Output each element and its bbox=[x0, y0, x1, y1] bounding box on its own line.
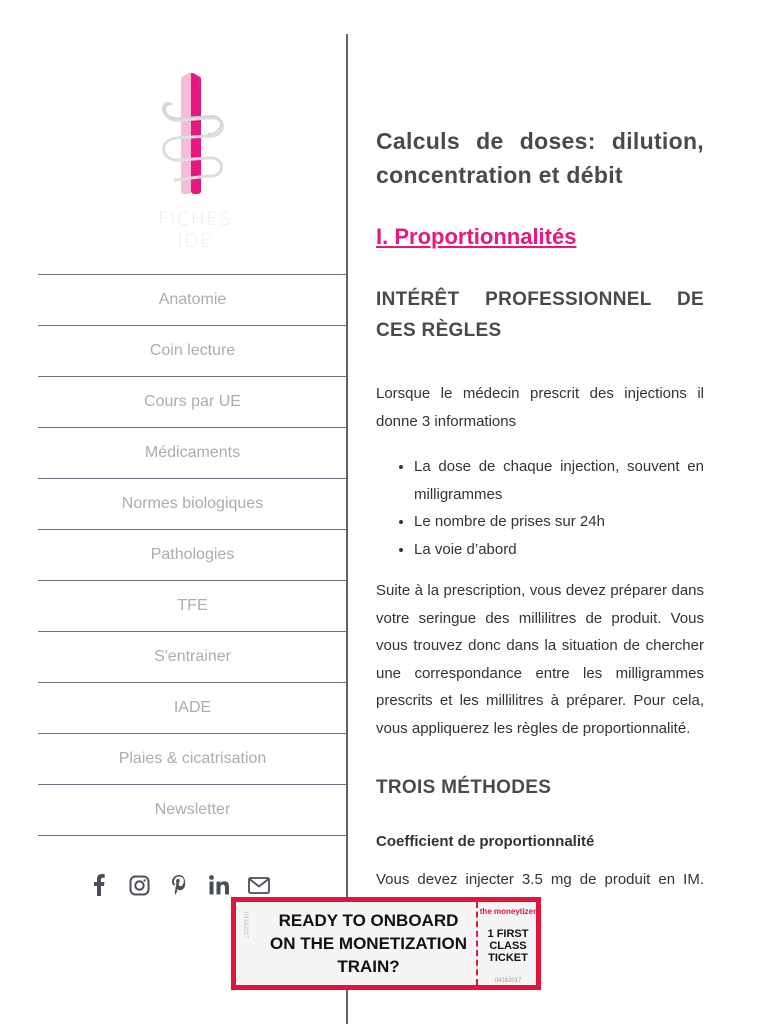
menu-item-sentrainer[interactable]: S'entrainer bbox=[38, 631, 347, 682]
menu-item-tfe[interactable]: TFE bbox=[38, 580, 347, 631]
menu-item-newsletter[interactable]: Newsletter bbox=[38, 784, 347, 836]
list-item: • La voie d’abord bbox=[414, 536, 704, 564]
site-logo[interactable] bbox=[140, 70, 250, 252]
caduceus-logo-icon bbox=[140, 70, 250, 200]
vertical-divider bbox=[346, 34, 348, 1024]
menu-item-plaies-cicatrisation[interactable]: Plaies & cicatrisation bbox=[38, 733, 347, 784]
prescription-paragraph: Suite à la prescription, vous devez préparer dans votre seringue des millilitres de produit. Vous vous trouvez donc dans la situation de chercher une correspondance entre les milligrammes prescrits et les millilitres à préparer. Pour cela, vous appliquerez les règles de proportionnalité. bbox=[376, 582, 704, 737]
ad-headline: READY TO ONBOARD ON THE MONETIZATION TRAIN? bbox=[269, 911, 468, 976]
menu-item-medicaments[interactable]: Médicaments bbox=[38, 427, 347, 478]
subheading-trois-methodes: TROIS MÉTHODES bbox=[376, 777, 552, 798]
info-list bbox=[376, 453, 704, 563]
list-item: • La dose de chaque injection, souvent en milligrammes bbox=[414, 453, 704, 508]
menu-item-iade[interactable]: IADE bbox=[38, 682, 347, 733]
menu-item-pathologies[interactable]: Pathologies bbox=[38, 529, 347, 580]
subheading-interet-professionnel: INTÉRÊT PROFESSIONNEL DE CES RÈGLES bbox=[376, 289, 704, 341]
social-links bbox=[88, 872, 270, 898]
ad-brand: the moneytizer bbox=[479, 907, 537, 916]
logo-text: FICHES IDE bbox=[157, 208, 233, 252]
facebook-icon[interactable] bbox=[88, 872, 110, 898]
article bbox=[376, 124, 704, 921]
ad-ticket-label: 1 FIRST CLASS TICKET bbox=[487, 928, 529, 964]
article-title: Calculs de doses: dilution, concentration et débit bbox=[376, 128, 704, 188]
ad-code: 04162017 bbox=[494, 978, 522, 984]
linkedin-icon[interactable] bbox=[208, 872, 230, 898]
menu-item-normes-biologiques[interactable]: Normes biologiques bbox=[38, 478, 347, 529]
section-heading-proportionnalites[interactable]: I. Proportionnalités bbox=[376, 224, 577, 249]
ad-ticket-stub bbox=[476, 902, 538, 985]
ad-ticket bbox=[236, 902, 536, 985]
instagram-icon[interactable] bbox=[128, 872, 150, 898]
menu-item-coin-lecture[interactable]: Coin lecture bbox=[38, 325, 347, 376]
method-heading: Coefficient de proportionnalité bbox=[376, 833, 595, 850]
ad-side-code: 04162017 bbox=[242, 912, 248, 939]
example-paragraph: Vous devez injecter 3.5 mg de produit en IM. bbox=[376, 871, 704, 888]
menu-item-anatomie[interactable]: Anatomie bbox=[38, 274, 347, 325]
menu-item-cours-par-ue[interactable]: Cours par UE bbox=[38, 376, 347, 427]
mail-icon[interactable] bbox=[248, 872, 270, 898]
sidebar bbox=[0, 0, 347, 1024]
ad-banner[interactable] bbox=[231, 897, 541, 990]
intro-paragraph: Lorsque le médecin prescrit des injections il donne 3 informations bbox=[376, 385, 704, 430]
sidebar-menu bbox=[38, 274, 347, 836]
list-item: • Le nombre de prises sur 24h bbox=[414, 508, 704, 536]
pinterest-icon[interactable] bbox=[168, 872, 190, 898]
